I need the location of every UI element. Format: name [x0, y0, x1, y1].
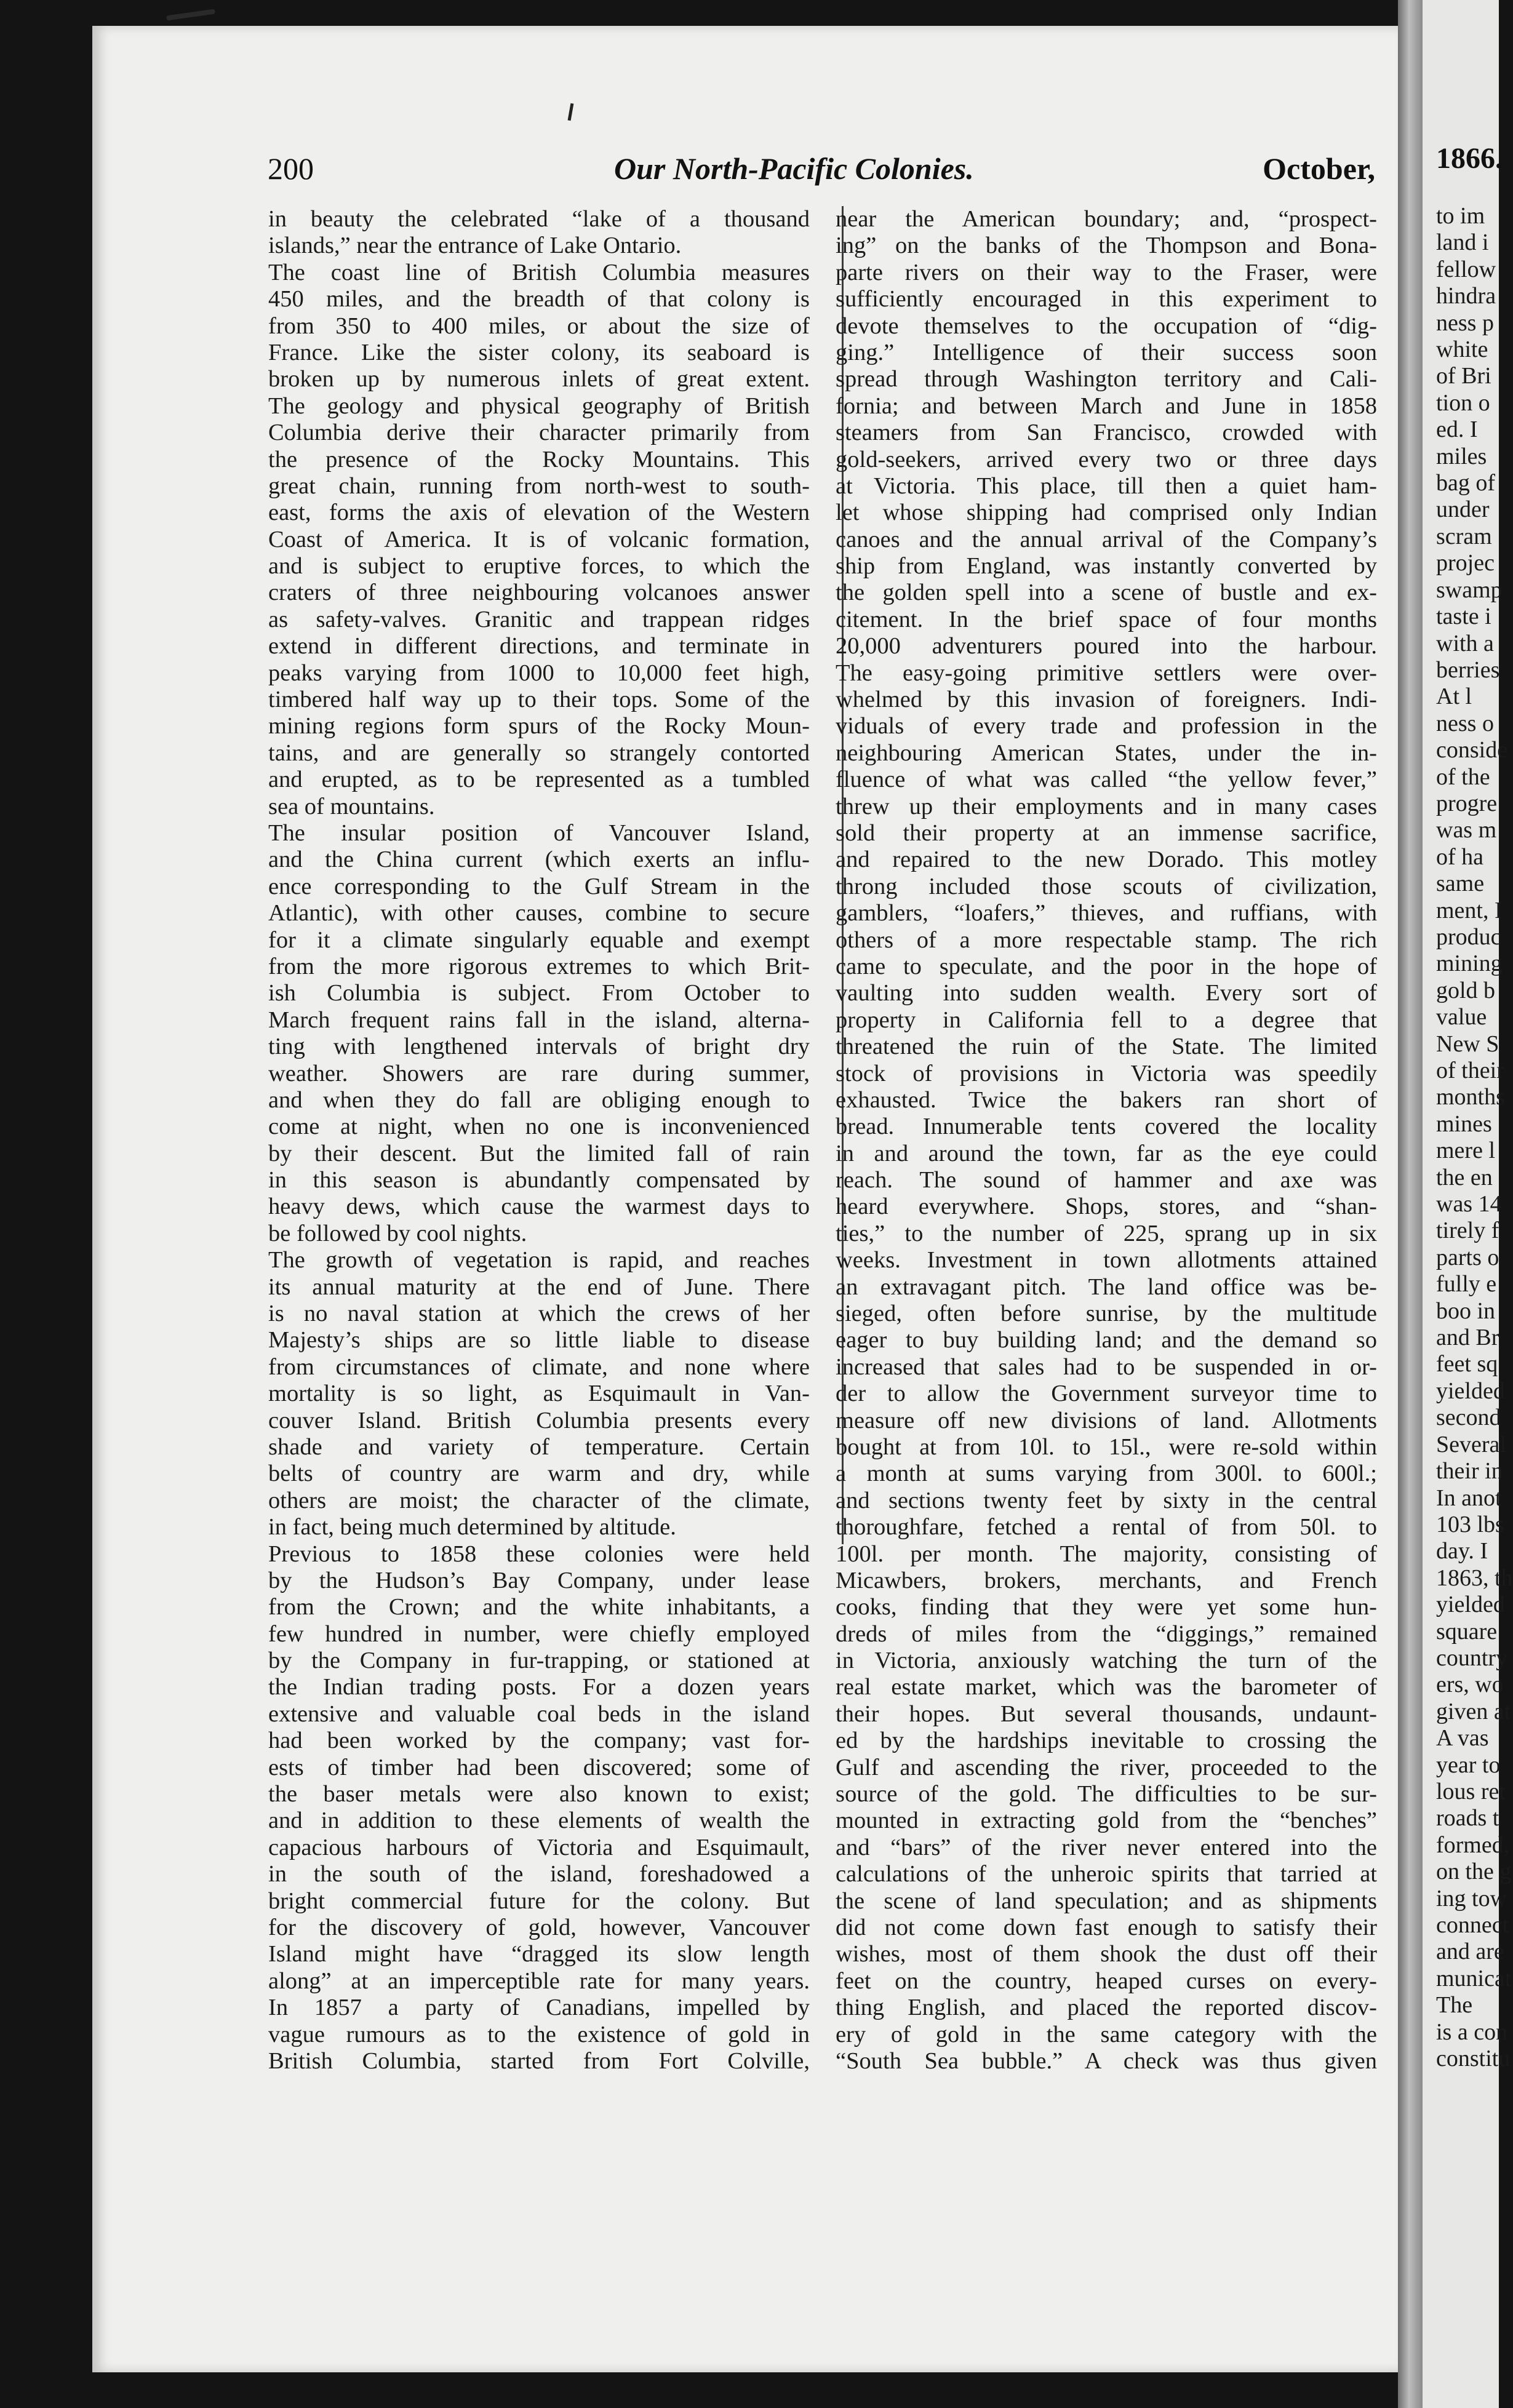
text-line: in fact, being much determined by altitude. [268, 1514, 676, 1541]
facing-line-fragment: with a [1436, 630, 1494, 656]
text-line: ence corresponding to the Gulf Stream in the [268, 873, 810, 899]
text-line: canoes and the annual arrival of the Company’s [836, 526, 1377, 552]
text-line: weather. Showers are rare during summer, [268, 1060, 810, 1086]
facing-line-fragment: ers, wo [1436, 1672, 1504, 1698]
text-line: thing English, and placed the reported discov- [836, 1995, 1377, 2021]
text-line: ship from England, was instantly converted by [836, 553, 1377, 580]
text-line: others of a more respectable stamp. The rich [836, 927, 1377, 953]
text-line: islands,” near the entrance of Lake Ontario. [268, 233, 682, 259]
text-line: ting with lengthened intervals of bright dry [268, 1034, 810, 1060]
text-line: real estate market, which was the barometer of [836, 1674, 1377, 1700]
facing-page-fragment [1423, 0, 1513, 2408]
text-line: as safety-valves. Granitic and trappean ridges [268, 606, 810, 632]
text-line: mining regions form spurs of the Rocky Moun- [268, 713, 810, 740]
text-line: gold-seekers, arrived every two or three days [836, 446, 1377, 472]
text-line: did not come down fast enough to satisfy their [836, 1915, 1377, 1940]
text-line: in beauty the celebrated “lake of a thousand [268, 206, 810, 232]
text-line: The insular position of Vancouver Island, [268, 819, 810, 846]
text-line: Coast of America. It is of volcanic formation, [268, 526, 810, 552]
book-gutter [1398, 0, 1423, 2408]
facing-line-fragment: year to [1436, 1752, 1501, 1778]
facing-line-fragment: 103 lbs [1436, 1511, 1504, 1537]
facing-line-fragment: 1863, th [1436, 1565, 1513, 1591]
text-line: spread through Washington territory and Cali- [836, 366, 1377, 393]
text-line: in the south of the island, foreshadowed a [268, 1861, 810, 1888]
text-line: the baser metals were also known to exist; [268, 1781, 810, 1808]
facing-line-fragment: day. I [1436, 1538, 1488, 1565]
text-line: ish Columbia is subject. From October to [268, 980, 810, 1007]
text-line: dreds of miles from the “diggings,” remained [836, 1621, 1377, 1647]
text-line: mortality is so light, as Esquimault in Van- [268, 1381, 810, 1407]
text-line: stock of provisions in Victoria was speedily [836, 1060, 1377, 1086]
text-line: the presence of the Rocky Mountains. This [268, 446, 810, 472]
text-line: come at night, when no one is inconvenienced [268, 1114, 810, 1140]
text-line: bread. Innumerable tents covered the locality [836, 1114, 1377, 1140]
text-line: The growth of vegetation is rapid, and reaches [268, 1247, 810, 1274]
running-date: October, [1263, 151, 1375, 186]
facing-line-fragment: The [1436, 1992, 1473, 2019]
text-line: source of the gold. The difficulties to be sur- [836, 1781, 1377, 1808]
facing-line-fragment: roads t [1436, 1805, 1499, 1832]
text-line: belts of country are warm and dry, while [268, 1461, 810, 1487]
text-line: feet on the country, heaped curses on every- [836, 1967, 1377, 1994]
text-line: others are moist; the character of the climate, [268, 1487, 810, 1513]
text-line: heard everywhere. Shops, stores, and “shan- [836, 1194, 1377, 1220]
text-line: threatened the ruin of the State. The limited [836, 1034, 1377, 1060]
facing-line-fragment: second [1436, 1405, 1501, 1431]
text-line: its annual maturity at the end of June. There [268, 1274, 810, 1300]
facing-line-fragment: fellow [1436, 256, 1496, 282]
text-line: Majesty’s ships are so little liable to disease [268, 1327, 810, 1354]
facing-line-fragment: parts o [1436, 1244, 1499, 1270]
text-line: vague rumours as to the existence of gold in [268, 2021, 810, 2047]
text-line: craters of three neighbouring volcanoes answer [268, 580, 810, 606]
facing-line-fragment: scram [1436, 523, 1492, 549]
text-line: is no naval station at which the crews of her [268, 1301, 810, 1327]
facing-line-fragment: swamp [1436, 576, 1503, 603]
facing-line-fragment: mining [1436, 951, 1503, 977]
text-line: be followed by cool nights. [268, 1220, 527, 1246]
text-line: viduals of every trade and profession in the [836, 713, 1377, 740]
facing-page-year: 1866. [1436, 142, 1503, 175]
text-line: sold their property at an immense sacrifice, [836, 819, 1377, 846]
facing-line-fragment: A vas [1436, 1725, 1489, 1752]
text-line: sea of mountains. [268, 793, 435, 819]
text-line: by the Hudson’s Bay Company, under lease [268, 1567, 810, 1593]
left-text-column [268, 206, 810, 2075]
facing-line-fragment: of ha [1436, 843, 1484, 870]
text-line: shade and variety of temperature. Certain [268, 1433, 810, 1460]
facing-line-fragment: value [1436, 1004, 1487, 1031]
facing-line-fragment: projec [1436, 550, 1495, 576]
text-line: ests of timber had been discovered; some of [268, 1754, 810, 1780]
text-line: by their descent. But the limited fall of rain [268, 1140, 810, 1166]
facing-line-fragment: land i [1436, 229, 1489, 256]
text-line: 100l. per month. The majority, consisting of [836, 1541, 1377, 1567]
facing-line-fragment: hindra [1436, 283, 1496, 309]
running-title: Our North-Pacific Colonies. [614, 151, 974, 186]
facing-line-fragment: miles [1436, 443, 1487, 469]
text-line: increased that sales had to be suspended in or- [836, 1354, 1377, 1380]
text-line: Micawbers, brokers, merchants, and French [836, 1567, 1377, 1593]
text-line: had been worked by the company; vast for- [268, 1728, 810, 1754]
text-line: in and around the town, far as the eye could [836, 1140, 1377, 1166]
text-line: mounted in extracting gold from the “benches” [836, 1808, 1377, 1834]
text-line: few hundred in number, were chiefly employed [268, 1621, 810, 1647]
text-line: measure off new divisions of land. Allotments [836, 1407, 1377, 1433]
facing-line-fragment: bag of [1436, 470, 1496, 496]
text-line: cooks, finding that they were yet some hun- [836, 1594, 1377, 1621]
text-line: in Victoria, anxiously watching the turn of the [836, 1648, 1377, 1674]
text-line: France. Like the sister colony, its seaboard is [268, 339, 810, 365]
text-line: and the China current (which exerts an influ- [268, 847, 810, 873]
facing-line-fragment: ed. I [1436, 417, 1478, 443]
facing-line-fragment: ment, I [1436, 897, 1503, 923]
facing-line-fragment: white [1436, 337, 1488, 363]
facing-line-fragment: tion o [1436, 389, 1490, 416]
text-line: couver Island. British Columbia presents every [268, 1407, 810, 1433]
text-line: their hopes. But several thousands, undaunt- [836, 1700, 1377, 1727]
text-line: broken up by numerous inlets of great extent. [268, 366, 810, 393]
facing-line-fragment: mere l [1436, 1138, 1496, 1164]
text-line: and erupted, as to be represented as a tumbled [268, 767, 810, 793]
text-line: throng included those scouts of civilization, [836, 873, 1377, 899]
running-header [268, 151, 1375, 194]
text-line: and “bars” of the river never entered into the [836, 1834, 1377, 1860]
facing-line-fragment: connect [1436, 1912, 1509, 1938]
text-line: near the American boundary; and, “prospect- [836, 206, 1377, 232]
text-line: let whose shipping had comprised only Indian [836, 500, 1377, 526]
facing-line-fragment: was m [1436, 817, 1497, 843]
text-line: and is subject to eruptive forces, to which the [268, 553, 810, 580]
facing-line-fragment: and are [1436, 1939, 1504, 1965]
text-line: ties,” to the number of 225, sprang up in six [836, 1220, 1377, 1246]
text-line: ed by the hardships inevitable to crossing the [836, 1728, 1377, 1754]
text-line: British Columbia, started from Fort Colville, [268, 2047, 810, 2074]
facing-line-fragment: is a con [1436, 2019, 1508, 2045]
text-line: threw up their employments and in many cases [836, 793, 1377, 819]
text-line: steamers from San Francisco, crowded with [836, 420, 1377, 446]
text-line: der to allow the Government surveyor time to [836, 1381, 1377, 1407]
text-line: wishes, most of them shook the dust off their [836, 1941, 1377, 1967]
right-text-column [836, 206, 1377, 2075]
text-line: at Victoria. This place, till then a quiet ham- [836, 472, 1377, 499]
text-line: came to speculate, and the poor in the hope of [836, 953, 1377, 979]
facing-line-fragment: of Bri [1436, 363, 1491, 389]
facing-line-fragment: of their [1436, 1058, 1504, 1083]
facing-line-fragment: progre [1436, 790, 1498, 816]
text-line: Island might have “dragged its slow length [268, 1941, 810, 1967]
facing-line-fragment: gold b [1436, 977, 1496, 1003]
facing-line-fragment: was 14 [1436, 1191, 1502, 1218]
facing-line-fragment: formed, [1436, 1832, 1510, 1858]
text-line: gamblers, “loafers,” thieves, and ruffians, with [836, 900, 1377, 927]
text-line: timbered half way up to their tops. Some of the [268, 687, 810, 713]
facing-line-fragment: New S [1436, 1031, 1499, 1057]
text-line: from the Crown; and the white inhabitants, a [268, 1594, 810, 1621]
text-line: whelmed by this invasion of foreigners. Indi- [836, 687, 1377, 713]
text-line: fluence of what was called “the yellow fever,” [836, 767, 1377, 793]
facing-line-fragment: feet sq [1436, 1351, 1498, 1377]
text-line: calculations of the unheroic spirits that tarried at [836, 1861, 1377, 1888]
text-line: exhausted. Twice the bakers ran short of [836, 1086, 1377, 1113]
facing-page-text [1423, 203, 1513, 2072]
facing-line-fragment: ness p [1436, 309, 1494, 336]
facing-line-fragment: conside [1436, 737, 1508, 763]
text-line: parte rivers on their way to the Fraser, were [836, 259, 1377, 285]
text-line: ing” on the banks of the Thompson and Bona- [836, 233, 1377, 259]
facing-line-fragment: given at [1436, 1698, 1511, 1724]
text-line: neighbouring American States, under the in- [836, 740, 1377, 766]
facing-line-fragment: At l [1436, 684, 1472, 710]
facing-line-fragment: constitu [1436, 2046, 1511, 2072]
text-line: devote themselves to the occupation of “dig- [836, 313, 1377, 339]
text-line: sieged, often before sunrise, by the multitude [836, 1301, 1377, 1327]
text-line: extend in different directions, and terminate in [268, 633, 810, 660]
facing-line-fragment: taste i [1436, 604, 1491, 630]
text-line: “South Sea bubble.” A check was thus given [836, 2047, 1377, 2074]
text-line: Atlantic), with other causes, combine to secure [268, 900, 810, 927]
facing-line-fragment: lous ret [1436, 1778, 1506, 1804]
facing-line-fragment: the en [1436, 1164, 1493, 1190]
text-line: great chain, running from north-west to south- [268, 472, 810, 499]
text-line: and when they do fall are obliging enough to [268, 1086, 810, 1113]
ink-mark [166, 9, 215, 20]
text-line: bought at from 10l. to 15l., were re-sold within [836, 1433, 1377, 1460]
facing-line-fragment: berries [1436, 656, 1500, 683]
text-line: an extravagant pitch. The land office was be- [836, 1274, 1377, 1300]
text-line: vaulting into sudden wealth. Every sort of [836, 980, 1377, 1007]
facing-line-fragment: of the [1436, 763, 1490, 790]
text-line: tains, and are generally so strangely contorted [268, 740, 810, 766]
facing-line-fragment: ness o [1436, 710, 1494, 736]
text-line: citement. In the brief space of four months [836, 606, 1377, 632]
text-line: extensive and valuable coal beds in the island [268, 1700, 810, 1727]
facing-line-fragment: In anot [1436, 1485, 1502, 1511]
text-line: along” at an imperceptible rate for many years. [268, 1967, 810, 1994]
text-line: weeks. Investment in town allotments attained [836, 1247, 1377, 1274]
text-line: property in California fell to a degree that [836, 1007, 1377, 1033]
text-line: and in addition to these elements of wealth the [268, 1808, 810, 1834]
facing-line-fragment: their in [1436, 1458, 1503, 1485]
text-line: Columbia derive their character primarily from [268, 420, 810, 446]
facing-line-fragment: Several [1436, 1431, 1506, 1457]
text-line: The geology and physical geography of British [268, 393, 810, 419]
text-line: 450 miles, and the breadth of that colony is [268, 286, 810, 313]
text-line: capacious harbours of Victoria and Esquimault, [268, 1834, 810, 1860]
facing-line-fragment: boo in [1436, 1298, 1496, 1324]
text-line: from the more rigorous extremes to which Brit- [268, 953, 810, 979]
text-line: 20,000 adventurers poured into the harbour. [836, 633, 1377, 660]
facing-line-fragment: mines [1436, 1110, 1492, 1137]
text-line: and repaired to the new Dorado. This motley [836, 847, 1377, 873]
facing-line-fragment: months [1436, 1084, 1505, 1110]
text-line: the golden spell into a scene of bustle and ex- [836, 580, 1377, 606]
facing-line-fragment: produc [1436, 923, 1501, 950]
text-line: ging.” Intelligence of their success soon [836, 339, 1377, 365]
text-line: The easy-going primitive settlers were over- [836, 660, 1377, 686]
text-line: In 1857 a party of Canadians, impelled by [268, 1995, 810, 2021]
facing-line-fragment: same [1436, 871, 1485, 897]
text-line: eager to buy building land; and the demand so [836, 1327, 1377, 1354]
text-line: fornia; and between March and June in 1858 [836, 393, 1377, 419]
text-line: Gulf and ascending the river, proceeded to the [836, 1754, 1377, 1780]
facing-line-fragment: square [1436, 1618, 1498, 1645]
text-line: the scene of land speculation; and as shipments [836, 1888, 1377, 1914]
text-line: from 350 to 400 miles, or about the size of [268, 313, 810, 339]
text-line: east, forms the axis of elevation of the Western [268, 500, 810, 526]
text-line: peaks varying from 1000 to 10,000 feet high, [268, 660, 810, 686]
text-line: and sections twenty feet by sixty in the central [836, 1487, 1377, 1513]
facing-line-fragment: yielded [1436, 1377, 1505, 1404]
facing-line-fragment: and Br [1436, 1325, 1499, 1351]
text-line: for the discovery of gold, however, Vancouver [268, 1915, 810, 1940]
text-line: Previous to 1858 these colonies were held [268, 1541, 810, 1567]
facing-line-fragment: to im [1436, 203, 1485, 229]
facing-line-fragment: tirely f [1436, 1218, 1499, 1244]
facing-line-fragment: on the g [1436, 1859, 1512, 1885]
text-line: sufficiently encouraged in this experiment to [836, 286, 1377, 313]
text-line: March frequent rains fall in the island, alterna- [268, 1007, 810, 1033]
text-line: reach. The sound of hammer and axe was [836, 1167, 1377, 1194]
text-line: heavy dews, which cause the warmest days to [268, 1194, 810, 1220]
text-line: for it a climate singularly equable and exempt [268, 927, 810, 953]
text-line: a month at sums varying from 300l. to 600l.; [836, 1461, 1377, 1487]
text-line: in this season is abundantly compensated by [268, 1167, 810, 1194]
text-line: by the Company in fur-trapping, or stationed at [268, 1648, 810, 1674]
facing-line-fragment: country [1436, 1645, 1508, 1671]
facing-line-fragment: municat [1436, 1965, 1512, 1991]
page-number: 200 [268, 151, 314, 186]
text-line: The coast line of British Columbia measures [268, 259, 810, 285]
text-line: the Indian trading posts. For a dozen years [268, 1674, 810, 1700]
text-line: bright commercial future for the colony. But [268, 1888, 810, 1914]
facing-line-fragment: fully e [1436, 1271, 1497, 1298]
facing-line-fragment: yielded [1436, 1592, 1505, 1618]
text-line: from circumstances of climate, and none where [268, 1354, 810, 1380]
facing-line-fragment: ing tow [1436, 1885, 1507, 1912]
facing-line-fragment: under [1436, 496, 1490, 523]
text-line: ery of gold in the same category with the [836, 2021, 1377, 2047]
text-line: thoroughfare, fetched a rental of from 50l. to [836, 1514, 1377, 1541]
